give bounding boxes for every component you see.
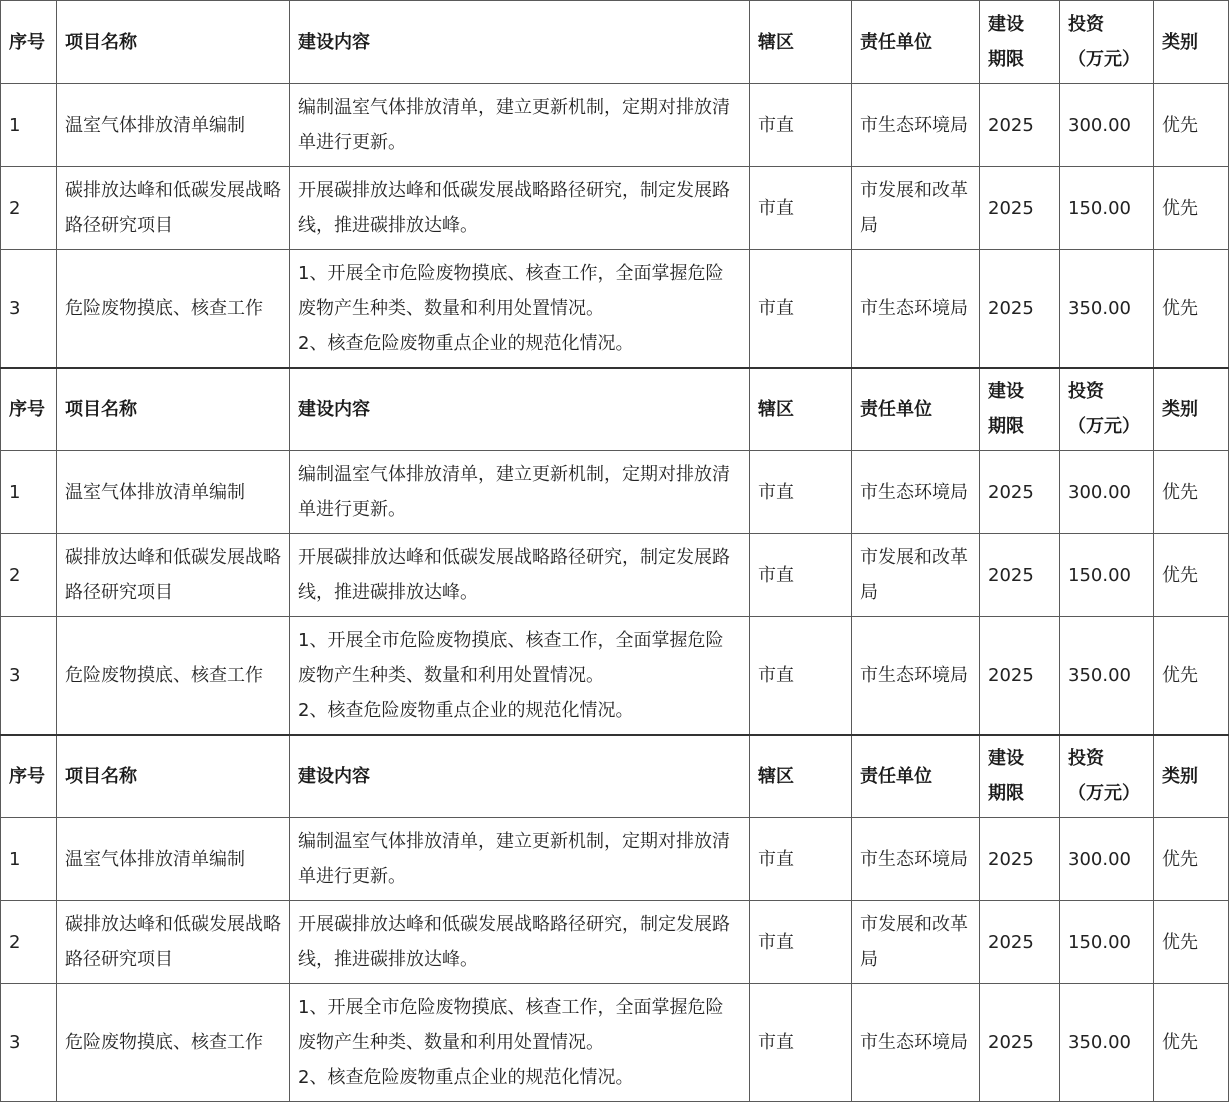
- header-content: [290, 735, 750, 818]
- cell-content: [290, 84, 750, 167]
- cell-content: [290, 818, 750, 901]
- header-invest: [1060, 368, 1154, 451]
- cell-unit-text: 市生态环境局: [860, 114, 968, 136]
- cell-name-text: 温室气体排放清单编制: [65, 481, 245, 503]
- cell-name: [57, 617, 290, 735]
- cell-category: [1154, 984, 1229, 1102]
- header-content: [290, 368, 750, 451]
- cell-period-text: 2025: [988, 1032, 1034, 1053]
- cell-invest: [1060, 818, 1154, 901]
- cell-invest: [1060, 250, 1154, 368]
- cell-content: [290, 167, 750, 250]
- header-invest: [1060, 1, 1154, 84]
- cell-category: [1154, 84, 1229, 167]
- cell-category-text: 优先: [1162, 848, 1198, 870]
- cell-category-text: 优先: [1162, 297, 1198, 319]
- cell-period-text: 2025: [988, 114, 1034, 136]
- cell-name: [57, 250, 290, 368]
- cell-category: [1154, 534, 1229, 617]
- header-name-text: 项目名称: [65, 31, 137, 53]
- cell-name: [57, 451, 290, 534]
- content-line: 1、开展全市危险废物摸底、核查工作，全面掌握危险废物产生种类、数量和利用处置情况。: [298, 629, 724, 686]
- cell-category: [1154, 451, 1229, 534]
- content-line: 编制温室气体排放清单，建立更新机制，定期对排放清单进行更新。: [298, 831, 730, 887]
- header-unit-text: 责任单位: [860, 31, 932, 53]
- header-period-text: 建设: [988, 381, 1024, 403]
- table-row: [1, 534, 1229, 617]
- cell-seq: [1, 250, 57, 368]
- cell-seq-text: 2: [9, 931, 21, 953]
- header-name: [57, 735, 290, 818]
- header-unit-text: 责任单位: [860, 765, 932, 787]
- cell-period: [980, 84, 1060, 167]
- cell-category-text: 优先: [1162, 564, 1198, 586]
- content-line: 2、核查危险废物重点企业的规范化情况。: [298, 332, 634, 354]
- header-category-text: 类别: [1162, 31, 1198, 53]
- cell-district: [750, 534, 852, 617]
- header-seq-text: 序号: [9, 765, 45, 787]
- cell-district: [750, 250, 852, 368]
- header-seq-text: 序号: [9, 398, 45, 420]
- header-district: [750, 368, 852, 451]
- cell-district: [750, 451, 852, 534]
- cell-district: [750, 84, 852, 167]
- header-invest-text: （万元）: [1068, 416, 1140, 438]
- cell-period: [980, 901, 1060, 984]
- header-district-text: 辖区: [758, 765, 794, 787]
- cell-invest-text: 350.00: [1068, 1032, 1131, 1053]
- table-row: [1, 617, 1229, 735]
- header-district: [750, 735, 852, 818]
- cell-district-text: 市直: [758, 481, 794, 503]
- cell-district: [750, 901, 852, 984]
- cell-seq-text: 1: [9, 848, 21, 870]
- cell-seq: [1, 818, 57, 901]
- header-period: [980, 735, 1060, 818]
- cell-invest: [1060, 901, 1154, 984]
- cell-category: [1154, 167, 1229, 250]
- cell-name-text: 危险废物摸底、核查工作: [65, 1032, 263, 1053]
- content-line: 开展碳排放达峰和低碳发展战略路径研究，制定发展路线，推进碳排放达峰。: [298, 914, 730, 970]
- cell-name: [57, 167, 290, 250]
- table-row: [1, 451, 1229, 534]
- content-line: 1、开展全市危险废物摸底、核查工作，全面掌握危险废物产生种类、数量和利用处置情况。: [298, 997, 724, 1053]
- cell-category: [1154, 250, 1229, 368]
- cell-unit: [852, 984, 980, 1102]
- cell-unit-text: 市生态环境局: [860, 297, 968, 319]
- cell-category-text: 优先: [1162, 197, 1198, 219]
- cell-invest: [1060, 984, 1154, 1102]
- header-category-text: 类别: [1162, 765, 1198, 787]
- header-period-text: 建设: [988, 748, 1024, 770]
- header-period-text: 期限: [988, 783, 1024, 805]
- cell-period: [980, 617, 1060, 735]
- cell-name-text: 危险废物摸底、核查工作: [65, 297, 263, 319]
- cell-period: [980, 534, 1060, 617]
- cell-period-text: 2025: [988, 481, 1034, 503]
- cell-period: [980, 984, 1060, 1102]
- cell-name-text: 温室气体排放清单编制: [65, 848, 245, 870]
- header-content: [290, 1, 750, 84]
- cell-unit: [852, 818, 980, 901]
- cell-seq-text: 1: [9, 114, 21, 136]
- cell-invest-text: 350.00: [1068, 297, 1131, 319]
- header-name-text: 项目名称: [65, 398, 137, 420]
- cell-unit: [852, 901, 980, 984]
- cell-period-text: 2025: [988, 197, 1034, 219]
- content-line: 2、核查危险废物重点企业的规范化情况。: [298, 699, 634, 721]
- cell-district-text: 市直: [758, 564, 794, 586]
- cell-category-text: 优先: [1162, 114, 1198, 136]
- header-period-text: 期限: [988, 49, 1024, 70]
- header-content-text: 建设内容: [298, 398, 370, 420]
- cell-seq: [1, 617, 57, 735]
- cell-district-text: 市直: [758, 297, 794, 319]
- cell-invest-text: 150.00: [1068, 931, 1131, 953]
- cell-seq-text: 3: [9, 1032, 21, 1053]
- table-row: [1, 818, 1229, 901]
- cell-period: [980, 451, 1060, 534]
- header-district-text: 辖区: [758, 31, 794, 53]
- header-category: [1154, 735, 1229, 818]
- header-content-text: 建设内容: [298, 31, 370, 53]
- cell-district-text: 市直: [758, 931, 794, 953]
- header-seq: [1, 368, 57, 451]
- cell-category-text: 优先: [1162, 931, 1198, 953]
- cell-unit-text: 市生态环境局: [860, 1032, 968, 1053]
- table-row: [1, 901, 1229, 984]
- header-content-text: 建设内容: [298, 765, 370, 787]
- cell-seq: [1, 984, 57, 1102]
- header-invest: [1060, 735, 1154, 818]
- cell-unit-text: 市生态环境局: [860, 848, 968, 870]
- cell-period-text: 2025: [988, 297, 1034, 319]
- cell-invest-text: 300.00: [1068, 848, 1131, 870]
- cell-invest: [1060, 167, 1154, 250]
- header-seq: [1, 1, 57, 84]
- header-period-text: 建设: [988, 14, 1024, 35]
- header-category: [1154, 1, 1229, 84]
- content-line: 2、核查危险废物重点企业的规范化情况。: [298, 1067, 634, 1088]
- cell-category: [1154, 818, 1229, 901]
- header-seq-text: 序号: [9, 31, 45, 53]
- cell-content: [290, 451, 750, 534]
- cell-name: [57, 901, 290, 984]
- cell-seq-text: 3: [9, 664, 21, 686]
- cell-period-text: 2025: [988, 931, 1034, 953]
- cell-unit: [852, 617, 980, 735]
- cell-period-text: 2025: [988, 848, 1034, 870]
- header-district-text: 辖区: [758, 398, 794, 420]
- header-invest-text: 投资: [1068, 748, 1104, 770]
- cell-seq: [1, 451, 57, 534]
- cell-category: [1154, 617, 1229, 735]
- cell-unit-text: 市生态环境局: [860, 664, 968, 686]
- cell-district: [750, 984, 852, 1102]
- cell-seq: [1, 901, 57, 984]
- content-line: 开展碳排放达峰和低碳发展战略路径研究，制定发展路线，推进碳排放达峰。: [298, 180, 730, 236]
- table-block: [1, 1, 1229, 368]
- cell-name: [57, 534, 290, 617]
- cell-period: [980, 818, 1060, 901]
- header-invest-text: （万元）: [1068, 49, 1140, 70]
- cell-unit-text: 市发展和改革局: [860, 914, 968, 970]
- cell-name-text: 碳排放达峰和低碳发展战略路径研究项目: [65, 914, 281, 970]
- header-unit-text: 责任单位: [860, 398, 932, 420]
- cell-unit: [852, 84, 980, 167]
- table-header-row: [1, 368, 1229, 451]
- header-category: [1154, 368, 1229, 451]
- cell-district-text: 市直: [758, 197, 794, 219]
- cell-content: [290, 901, 750, 984]
- content-line: 1、开展全市危险废物摸底、核查工作，全面掌握危险废物产生种类、数量和利用处置情况。: [298, 262, 724, 319]
- cell-invest: [1060, 84, 1154, 167]
- table-header-row: [1, 1, 1229, 84]
- cell-unit-text: 市生态环境局: [860, 481, 968, 503]
- cell-district: [750, 167, 852, 250]
- cell-category: [1154, 901, 1229, 984]
- header-unit: [852, 368, 980, 451]
- cell-name-text: 温室气体排放清单编制: [65, 114, 245, 136]
- cell-unit: [852, 534, 980, 617]
- cell-name: [57, 818, 290, 901]
- header-name-text: 项目名称: [65, 765, 137, 787]
- cell-unit-text: 市发展和改革局: [860, 547, 968, 603]
- table-row: [1, 167, 1229, 250]
- cell-district: [750, 818, 852, 901]
- cell-seq: [1, 84, 57, 167]
- cell-invest-text: 150.00: [1068, 197, 1131, 219]
- cell-name: [57, 984, 290, 1102]
- cell-invest-text: 350.00: [1068, 664, 1131, 686]
- cell-seq: [1, 167, 57, 250]
- header-invest-text: 投资: [1068, 14, 1104, 35]
- cell-invest: [1060, 617, 1154, 735]
- cell-invest-text: 300.00: [1068, 481, 1131, 503]
- cell-category-text: 优先: [1162, 1032, 1198, 1053]
- header-invest-text: 投资: [1068, 381, 1104, 403]
- cell-district: [750, 617, 852, 735]
- header-seq: [1, 735, 57, 818]
- cell-unit: [852, 250, 980, 368]
- cell-seq-text: 2: [9, 564, 21, 586]
- table-row: [1, 250, 1229, 368]
- header-unit: [852, 735, 980, 818]
- cell-seq-text: 3: [9, 297, 21, 319]
- header-period: [980, 1, 1060, 84]
- cell-name: [57, 84, 290, 167]
- table-row: [1, 84, 1229, 167]
- table-block: [1, 735, 1229, 1102]
- cell-period-text: 2025: [988, 664, 1034, 686]
- cell-unit: [852, 451, 980, 534]
- cell-period: [980, 167, 1060, 250]
- cell-seq-text: 1: [9, 481, 21, 503]
- content-line: 开展碳排放达峰和低碳发展战略路径研究，制定发展路线，推进碳排放达峰。: [298, 547, 730, 603]
- table-row: [1, 984, 1229, 1102]
- content-line: 编制温室气体排放清单，建立更新机制，定期对排放清单进行更新。: [298, 464, 730, 520]
- cell-period-text: 2025: [988, 564, 1034, 586]
- table-block: [1, 368, 1229, 735]
- cell-unit: [852, 167, 980, 250]
- cell-district-text: 市直: [758, 664, 794, 686]
- cell-content: [290, 984, 750, 1102]
- header-period: [980, 368, 1060, 451]
- cell-content: [290, 617, 750, 735]
- cell-invest-text: 150.00: [1068, 564, 1131, 586]
- header-name: [57, 1, 290, 84]
- cell-category-text: 优先: [1162, 664, 1198, 686]
- cell-unit-text: 市发展和改革局: [860, 180, 968, 236]
- header-unit: [852, 1, 980, 84]
- header-category-text: 类别: [1162, 398, 1198, 420]
- cell-period: [980, 250, 1060, 368]
- cell-invest: [1060, 451, 1154, 534]
- cell-category-text: 优先: [1162, 481, 1198, 503]
- cell-seq-text: 2: [9, 197, 21, 219]
- header-period-text: 期限: [988, 416, 1024, 438]
- cell-district-text: 市直: [758, 1032, 794, 1053]
- table-header-row: [1, 735, 1229, 818]
- cell-content: [290, 534, 750, 617]
- cell-name-text: 碳排放达峰和低碳发展战略路径研究项目: [65, 180, 281, 236]
- cell-content: [290, 250, 750, 368]
- cell-name-text: 危险废物摸底、核查工作: [65, 664, 263, 686]
- header-invest-text: （万元）: [1068, 783, 1140, 805]
- header-name: [57, 368, 290, 451]
- cell-district-text: 市直: [758, 848, 794, 870]
- content-line: 编制温室气体排放清单，建立更新机制，定期对排放清单进行更新。: [298, 97, 730, 153]
- cell-seq: [1, 534, 57, 617]
- cell-name-text: 碳排放达峰和低碳发展战略路径研究项目: [65, 547, 281, 603]
- header-district: [750, 1, 852, 84]
- cell-district-text: 市直: [758, 114, 794, 136]
- cell-invest-text: 300.00: [1068, 114, 1131, 136]
- cell-invest: [1060, 534, 1154, 617]
